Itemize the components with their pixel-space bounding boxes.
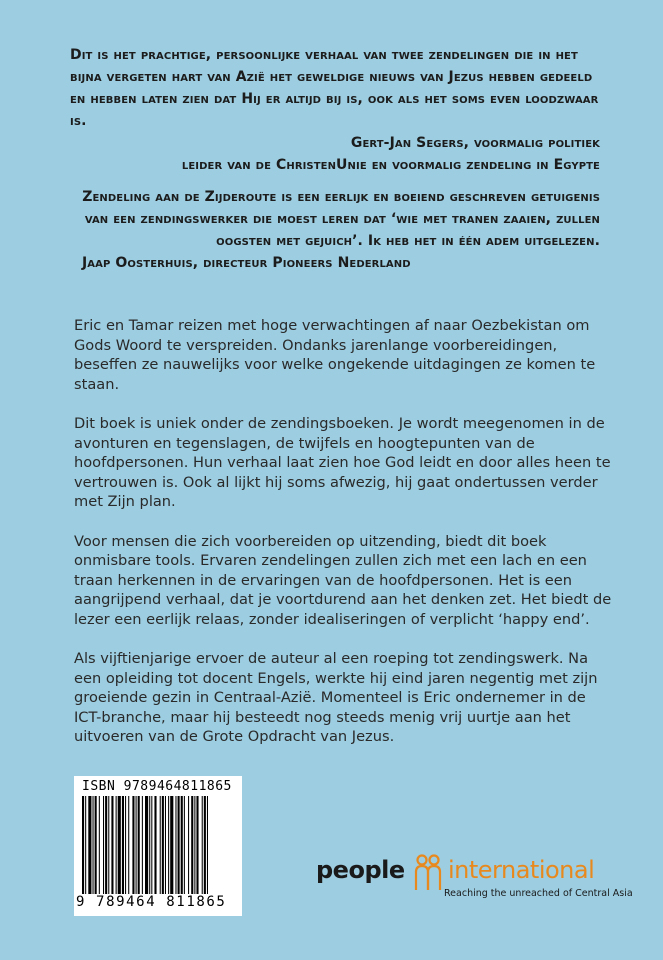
barcode-bar bbox=[162, 796, 164, 894]
barcode-bar bbox=[142, 796, 143, 894]
barcode-bars bbox=[80, 796, 236, 894]
barcode-digits: 9 789464 811865 bbox=[76, 894, 227, 910]
blurb-paragraph: Voor mensen die zich voorbereiden op uitzending, biedt dit boek onmisbare tools. Ervaren zendelingen zullen zich met een lach en een traan herkennen in de ervaringen van de hoofdpersonen. Het is een aangrijpend verhaal, dat je voortdurend aan het denken zet. Het biedt de lezer een eerlijk relaas, zonder idealiseringen of verplicht ‘happy end’. bbox=[74, 532, 612, 628]
barcode-bar bbox=[118, 796, 121, 894]
barcode-bar bbox=[136, 796, 137, 894]
blurb-paragraph: Eric en Tamar reizen met hoge verwachtingen af naar Oezbekistan om Gods Woord te verspreiden. Ondanks jarenlange voorbereidingen, beseffen ze nauwelijks voor welke ongekende uitdagingen ze komen te staan. bbox=[74, 317, 596, 393]
barcode-bar bbox=[181, 796, 183, 894]
barcode-bar bbox=[175, 796, 176, 894]
barcode-bar bbox=[145, 796, 148, 894]
barcode-bar bbox=[191, 796, 193, 894]
barcode-bar bbox=[188, 796, 189, 894]
endorsement-author-line2: leider van de ChristenUnie en voormalig zendeling in Egypte bbox=[181, 157, 600, 173]
barcode-bar bbox=[111, 796, 113, 894]
logo-tagline: Reaching the unreached of Central Asia bbox=[444, 888, 633, 899]
barcode-bar bbox=[128, 796, 129, 894]
people-figures-icon bbox=[410, 854, 446, 890]
endorsement-quote: Zendeling aan de Zijderoute is een eerlijk en boeiend geschreven getuigenis van een zendingswerker die moest leren dat ‘wie met tranen zaaien, zullen oogsten met gejuich’. Ik heb het in één adem uitgelezen. bbox=[82, 189, 600, 249]
back-cover-blurb bbox=[74, 316, 614, 767]
barcode-bar bbox=[170, 796, 173, 894]
barcode-bar bbox=[88, 796, 91, 894]
barcode-bar bbox=[138, 796, 140, 894]
barcode-bar bbox=[132, 796, 134, 894]
logo-word-international: international bbox=[448, 856, 595, 884]
endorsement-2 bbox=[70, 186, 600, 274]
publisher-logo bbox=[316, 856, 633, 906]
barcode-bar bbox=[149, 796, 150, 894]
barcode-bar bbox=[105, 796, 107, 894]
barcode-bar bbox=[95, 796, 97, 894]
barcode-bar bbox=[99, 796, 100, 894]
barcode-bar bbox=[93, 796, 94, 894]
barcode-bar bbox=[160, 796, 161, 894]
barcode-bar bbox=[184, 796, 185, 894]
barcode-bar bbox=[168, 796, 169, 894]
endorsement-1 bbox=[70, 44, 600, 176]
isbn-barcode bbox=[74, 776, 242, 916]
barcode-bar bbox=[122, 796, 124, 894]
barcode-bar bbox=[196, 796, 198, 894]
barcode-bar bbox=[116, 796, 117, 894]
blurb-paragraph: Dit boek is uniek onder de zendingsboeken. Je wordt meegenomen in de avonturen en tegenslagen, de twijfels en hoogtepunten van de hoofdpersonen. Hun verhaal laat zien hoe God leidt en door alles heen te vertrouwen is. Ook al lijkt hij soms afwezig, hij gaat ondertussen verder met Zijn plan. bbox=[74, 414, 611, 511]
barcode-bar bbox=[165, 796, 166, 894]
barcode-bar bbox=[151, 796, 152, 894]
barcode-bar bbox=[85, 796, 86, 894]
barcode-bar bbox=[125, 796, 126, 894]
barcode-bar bbox=[82, 796, 84, 894]
barcode-bar bbox=[202, 796, 203, 894]
barcode-bar bbox=[154, 796, 156, 894]
endorsement-quote: Dit is het prachtige, persoonlijke verhaal van twee zendelingen die in het bijna vergeten hart van Azië het geweldige nieuws van Jezus hebben gedeeld en hebben laten zien dat Hij er altijd bij is, ook als het soms even loodzwaar is. bbox=[70, 47, 599, 129]
barcode-bar bbox=[108, 796, 109, 894]
logo-word-people: people bbox=[316, 856, 405, 884]
blurb-paragraph: Als vijftienjarige ervoer de auteur al een roeping tot zendingswerk. Na een opleiding tot docent Engels, werkte hij eind jaren negentig met zijn groeiende gezin in Centraal-Azië. Momenteel is Eric ondernemer in de ICT-branche, maar hij besteedt nog steeds menig vrij uurtje aan het uitvoeren van de Grote Opdracht van Jezus. bbox=[74, 650, 598, 746]
barcode-bar bbox=[207, 796, 208, 894]
endorsement-author: Jaap Oosterhuis, directeur Pioneers Nederland bbox=[82, 255, 411, 271]
barcode-bar bbox=[194, 796, 195, 894]
isbn-label: ISBN 9789464811865 bbox=[82, 779, 232, 794]
endorsement-author-line1: Gert-Jan Segers, voormalig politiek bbox=[350, 135, 600, 151]
barcode-bar bbox=[178, 796, 180, 894]
barcode-bar bbox=[204, 796, 206, 894]
barcode-bar bbox=[103, 796, 104, 894]
